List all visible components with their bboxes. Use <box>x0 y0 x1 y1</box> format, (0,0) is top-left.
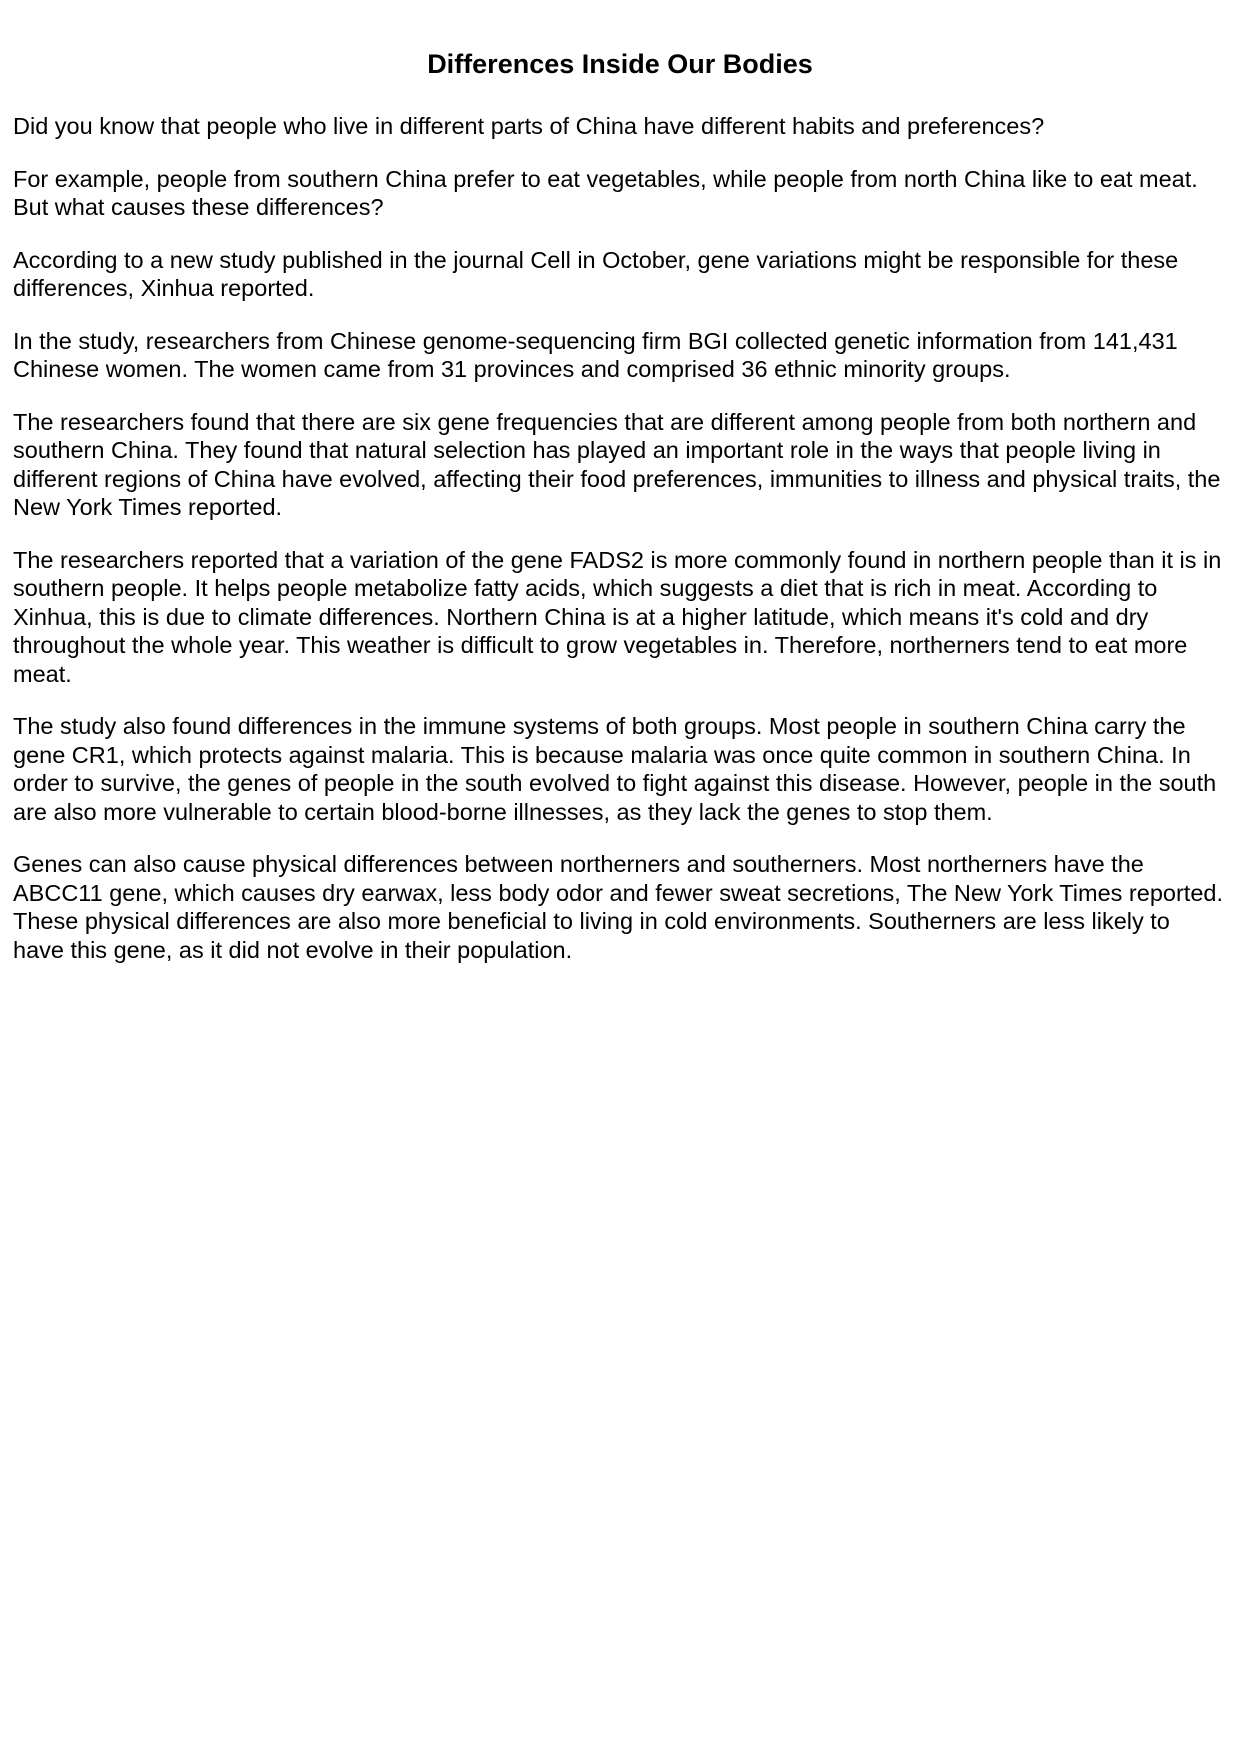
paragraph-immune-systems: The study also found differences in the immune systems of both groups. Most people in southern China carry the gene CR1, which protects against malaria. This is because malaria was once quite common in southern China. In order to survive, the genes of people in the south evolved to fight against this disease. However, people in the south are also more vulnerable to certain blood-borne illnesses, as they lack the genes to stop them. <box>13 713 1217 825</box>
paragraph-intro: Did you know that people who live in different parts of China have different habits and preferences? <box>13 113 1045 140</box>
document-page <box>13 48 1227 988</box>
paragraph-study: According to a new study published in the journal Cell in October, gene variations might be responsible for these differences, Xinhua reported. <box>13 246 1179 302</box>
paragraph-physical-differences: Genes can also cause physical differences between northerners and southerners. Most northerners have the ABCC11 gene, which causes dry earwax, less body odor and fewer sweat secretions, The New York Times reported. These physical differences are also more beneficial to living in cold environments. Southerners are less likely to have this gene, as it did not evolve in their population. <box>13 851 1223 963</box>
paragraph-example: For example, people from southern China prefer to eat vegetables, while people from north China like to eat meat. But what causes these differences? <box>13 165 1198 221</box>
paragraph-gene-frequencies: The researchers found that there are six gene frequencies that are different among people from both northern and southern China. They found that natural selection has played an important role in the ways that people living in different regions of China have evolved, affecting their food preferences, immunities to illness and physical traits, the New York Times reported. <box>13 408 1221 521</box>
paragraph-fads2: The researchers reported that a variation of the gene FADS2 is more commonly found in northern people than it is in southern people. It helps people metabolize fatty acids, which suggests a diet that is rich in meat. According to Xinhua, this is due to climate differences. Northern China is at a higher latitude, which means it's cold and dry throughout the whole year. This weather is difficult to grow vegetables in. Therefore, northerners tend to eat more meat. <box>13 546 1222 687</box>
paragraph-researchers: In the study, researchers from Chinese genome-sequencing firm BGI collected genetic information from 141,431 Chinese women. The women came from 31 provinces and comprised 36 ethnic minority groups. <box>13 327 1178 383</box>
page-title: Differences Inside Our Bodies <box>427 49 813 79</box>
